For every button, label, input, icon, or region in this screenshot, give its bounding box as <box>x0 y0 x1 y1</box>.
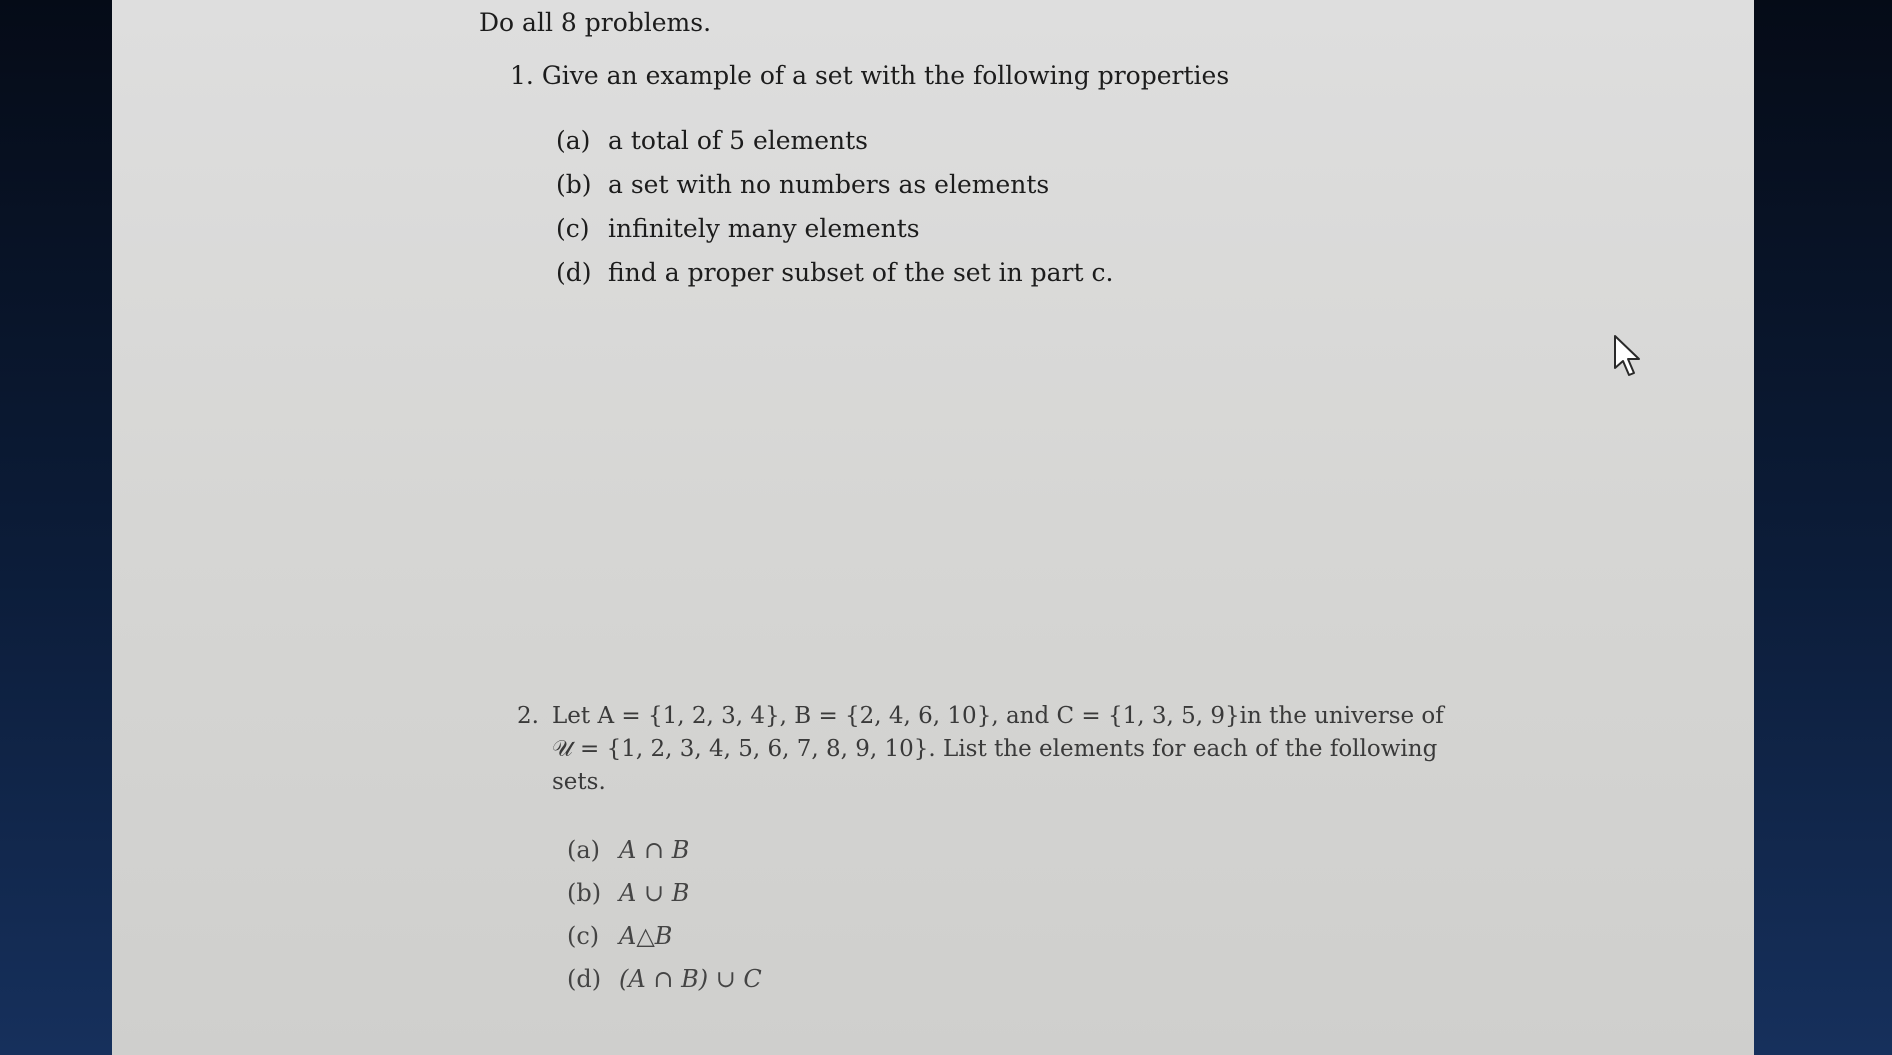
problem-2-stem <box>517 700 1467 799</box>
problem-1-part <box>556 250 1113 294</box>
part-expression: (A ∩ B) ∪ C <box>619 964 762 993</box>
problem-1-part <box>556 162 1113 206</box>
part-text: a set with no numbers as elements <box>608 169 1050 199</box>
document-page <box>112 0 1754 1055</box>
problem-2-text-line-1: Let A = {1, 2, 3, 4}, B = {2, 4, 6, 10}, and C = {1, 3, 5, 9}in the universe of <box>552 703 1444 729</box>
part-label: (a) <box>556 125 591 155</box>
part-label: (d) <box>556 257 592 287</box>
mouse-pointer-icon <box>1612 334 1642 378</box>
problem-2-part <box>567 828 762 871</box>
part-label: (d) <box>567 964 602 993</box>
problem-1-parts <box>556 118 1113 294</box>
part-label: (c) <box>567 921 600 950</box>
instructions: Do all 8 problems. <box>479 8 712 37</box>
problem-1-part <box>556 206 1113 250</box>
problem-2-text-line-3: sets. <box>552 769 606 795</box>
part-text: a total of 5 elements <box>608 125 869 155</box>
part-label: (b) <box>556 169 592 199</box>
problem-2-text-line-2: 𝒰 = {1, 2, 3, 4, 5, 6, 7, 8, 9, 10}. List the elements for each of the following <box>552 736 1438 762</box>
part-text: infinitely many elements <box>608 213 920 243</box>
problem-1-text: Give an example of a set with the following properties <box>541 61 1230 90</box>
screen <box>112 0 1754 1055</box>
part-label: (b) <box>567 878 602 907</box>
problem-1-part <box>556 118 1113 162</box>
problem-2-part <box>567 914 762 957</box>
problem-1-number: 1. <box>510 61 534 90</box>
problem-2-number: 2. <box>517 703 539 729</box>
part-label: (c) <box>556 213 590 243</box>
part-expression: A ∪ B <box>619 878 690 907</box>
part-text: find a proper subset of the set in part c. <box>608 257 1114 287</box>
problem-2-parts <box>567 828 762 1000</box>
problem-2-line-1 <box>517 700 1467 733</box>
part-expression: A△B <box>619 921 673 950</box>
problem-2-part <box>567 957 762 1000</box>
part-expression: A ∩ B <box>619 835 690 864</box>
problem-2-part <box>567 871 762 914</box>
part-label: (a) <box>567 835 601 864</box>
problem-1-stem <box>510 61 1229 90</box>
